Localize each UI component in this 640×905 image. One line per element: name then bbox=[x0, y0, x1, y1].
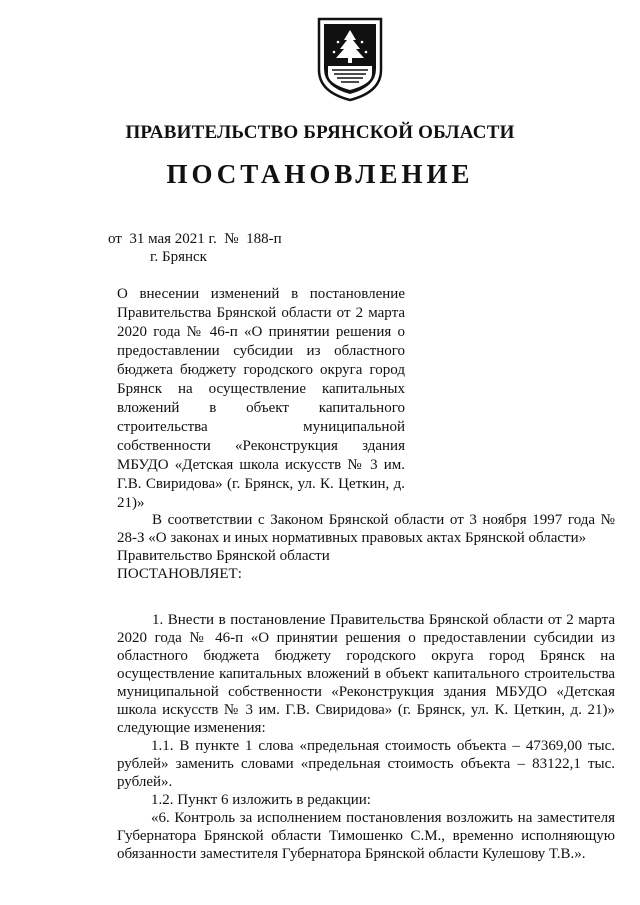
document-type-title: ПОСТАНОВЛЕНИЕ bbox=[166, 159, 474, 189]
item-1-1-paragraph: 1.1. В пункте 1 слова «предельная стоимость объекта – 47369,00 тыс. рублей» заменить словами «предельная стоимость объекта – 83122,1 тыс. рублей». bbox=[117, 738, 615, 790]
coat-of-arms-icon bbox=[316, 16, 384, 102]
document-body bbox=[117, 511, 615, 863]
date-and-number: от 31 мая 2021 г. № 188-п bbox=[108, 231, 282, 247]
resolves-keyword: ПОСТАНОВЛЯЕТ: bbox=[117, 566, 242, 582]
city: г. Брянск bbox=[150, 249, 207, 265]
preamble-paragraph: В соответствии с Законом Брянской области от 3 ноября 1997 года № 28-З «О законах и иных нормативных правовых актах Брянской области» bbox=[117, 512, 615, 546]
document-meta bbox=[108, 230, 282, 266]
item-1-2-paragraph: 1.2. Пункт 6 изложить в редакции: bbox=[151, 792, 371, 808]
preamble-government: Правительство Брянской области bbox=[117, 548, 330, 564]
organization-title: ПРАВИТЕЛЬСТВО БРЯНСКОЙ ОБЛАСТИ bbox=[125, 122, 515, 143]
subject-heading: О внесении изменений в постановление Правительства Брянской области от 2 марта 2020 года № 46-п «О принятии решения о предоставлении субсидии из областного бюджета бюджету городского округа город Брянск на осуществление капитальных вложений в объект капитального строительства муниципальной собственности «Реконструкция здания МБУДО «Детская школа искусств № 3 им. Г.В. Свиридова» (г. Брянск, ул. К. Цеткин, д. 21)» bbox=[117, 286, 405, 511]
item-1-paragraph: 1. Внести в постановление Правительства Брянской области от 2 марта 2020 года № 46-п «О принятии решения о предоставлении субсидии из областного бюджета бюджету городского округа город Брянск на осуществление капитальных вложений в объект капитального строительства муниципальной собственности «Реконструкция здания МБУДО «Детская школа искусств № 3 им. Г.В. Свиридова» (г. Брянск, ул. К. Цеткин, д. 21)» следующие изменения: bbox=[117, 612, 615, 736]
item-1-2-new-text: «6. Контроль за исполнением постановления возложить на заместителя Губернатора Брянской области Тимошенко С.М., временно исполняющую обязанности заместителя Губернатора Брянской области Кулешову Т.В.». bbox=[117, 810, 615, 862]
